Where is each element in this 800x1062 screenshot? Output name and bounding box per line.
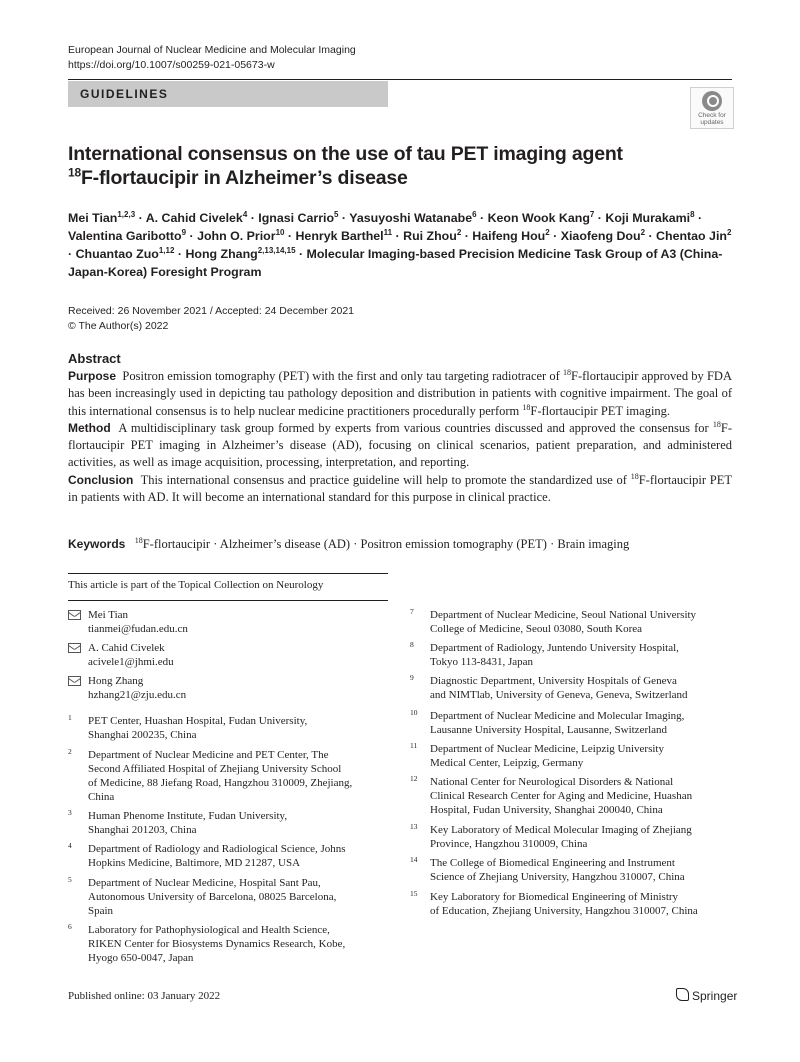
- received-accepted: Received: 26 November 2021 / Accepted: 24 December 2021: [68, 305, 355, 317]
- author-affiliation-ref: 9: [181, 227, 187, 237]
- author-affiliation-ref: 7: [589, 209, 595, 219]
- corr-name: A. Cahid Civelek: [88, 642, 165, 654]
- author-affiliation-ref: 6: [472, 209, 477, 219]
- section-label: GUIDELINES: [80, 87, 169, 101]
- abstract-purpose: Purpose Positron emission tomography (PET) with the first and only tau targeting radiotracer of $^{18}$F-flortaucipir approved by FDA has been increasingly used in depicting tau pathology deposition and distribution in patients with cognitive impairment. The goal of this international consensus is to help nuclear medicine practitioners procedurally perform $^{18}$F-flortaucipir PET imaging.: [68, 367, 732, 418]
- author-name[interactable]: Rui Zhou: [403, 229, 457, 243]
- doi-link[interactable]: https://doi.org/10.1007/s00259-021-05673-w: [68, 59, 275, 71]
- author-affiliation-ref: 2: [640, 227, 646, 237]
- corr-name: Hong Zhang: [88, 675, 144, 687]
- author-name[interactable]: Yasuyoshi Watanabe: [349, 211, 473, 225]
- crossmark-label: Check for updates: [698, 112, 726, 126]
- journal-header: [68, 43, 356, 73]
- author-group: Molecular Imaging-based Precision Medicine Task Group of A3 (China-Japan-Korea) Foresight Program: [68, 247, 723, 279]
- article-title: [68, 142, 708, 190]
- crossmark-icon: [702, 91, 722, 111]
- author-name[interactable]: A. Cahid Civelek: [145, 211, 243, 225]
- section-bar: [68, 81, 388, 107]
- abstract-body: [68, 368, 732, 506]
- header-rule: [68, 79, 732, 80]
- author-name[interactable]: Xiaofeng Dou: [560, 229, 641, 243]
- keywords: Keywords $^{18}$F-flortaucipir · Alzheimer’s disease (AD) · Positron emission tomography (PET) · Brain imaging: [68, 535, 630, 551]
- author-affiliation-ref: 1,2,3: [117, 209, 136, 219]
- author-affiliation-ref: 5: [334, 209, 339, 219]
- author-affiliation-ref: 4: [242, 209, 248, 219]
- author-name[interactable]: Ignasi Carrio: [258, 211, 335, 225]
- journal-name: European Journal of Nuclear Medicine and Molecular Imaging: [68, 44, 356, 56]
- envelope-icon: [68, 610, 81, 620]
- copyright: © The Author(s) 2022: [68, 319, 169, 332]
- footnote-rule-bottom: [68, 600, 388, 601]
- author-affiliation-ref: 2: [726, 227, 732, 237]
- corr-email[interactable]: hzhang21@zju.edu.cn: [88, 689, 187, 701]
- author-list: Mei Tian$^{1,2,3}$ · A. Cahid Civelek$^4$ · Ignasi Carrio$^5$ · Yasuyoshi Watanabe$^6$ · Keon Wook Kang$^7$ · Koji Murakami$^8$ · Valentina Garibotto$^9$ · John O. Prior$^{10}$ · Henryk Barthel$^{11}$ · Rui Zhou$^2$ · Haifeng Hou$^2$ · Xiaofeng Dou$^2$ · Chentao Jin$^2$ · Chuantao Zuo$^{1,12}$ · Hong Zhang$^{2,13,14,15}$ · Molecular Imaging-based Precision Medicine Task Group of A3 (China-Japan-Korea) Foresight Program: [68, 209, 732, 279]
- author-name[interactable]: Hong Zhang: [185, 247, 258, 261]
- author-name[interactable]: Koji Murakami: [605, 211, 691, 225]
- keywords-label: Keywords: [68, 537, 126, 551]
- author-affiliation-ref: 2: [456, 227, 462, 237]
- author-name[interactable]: John O. Prior: [197, 229, 276, 243]
- title-line-2: $^{18}$F-flortaucipir in Alzheimer’s disease: [68, 165, 408, 189]
- author-name[interactable]: Valentina Garibotto: [68, 229, 182, 243]
- corr-email[interactable]: tianmei@fudan.edu.cn: [88, 623, 188, 635]
- published-online: Published online: 03 January 2022: [68, 990, 221, 1002]
- title-line-1: International consensus on the use of tau PET imaging agent: [68, 143, 623, 165]
- author-affiliation-ref: 10: [275, 227, 285, 237]
- keywords-text: F-flortaucipir · Alzheimer’s disease (AD) · Positron emission tomography (PET) · Brain imaging: [142, 537, 630, 551]
- author-affiliation-ref: 1,12: [158, 245, 175, 255]
- footnote-rule-top: [68, 573, 388, 574]
- springer-horse-icon: [676, 988, 689, 1001]
- author-name[interactable]: Chentao Jin: [656, 229, 727, 243]
- abstract-heading: Abstract: [68, 351, 121, 366]
- publisher-logo[interactable]: Springer: [676, 988, 737, 1003]
- abstract-conclusion: Conclusion This international consensus and practice guideline will help to promote the standardized use of $^{18}$F-flortaucipir PET in patients with AD. It will become an international standard for this purpose in clinical practice.: [68, 471, 732, 505]
- author-name[interactable]: Henryk Barthel: [295, 229, 384, 243]
- envelope-icon: [68, 643, 81, 653]
- abstract-method: Method A multidisciplinary task group formed by experts from various countries discussed and approved the consensus for $^{18}$F-flortaucipir PET imaging in Alzheimer’s disease (AD), focusing on clinical scenarios, patient preparation, and administered activities, as well as image acquisition, processing, interpretation, and reporting.: [68, 419, 732, 470]
- envelope-icon: [68, 676, 81, 686]
- author-name[interactable]: Chuantao Zuo: [75, 247, 159, 261]
- author-name[interactable]: Keon Wook Kang: [487, 211, 590, 225]
- article-dates: [68, 304, 354, 333]
- corr-name: Mei Tian: [88, 609, 129, 621]
- author-name[interactable]: Mei Tian: [68, 211, 118, 225]
- corr-email[interactable]: acivele1@jhmi.edu: [88, 656, 174, 668]
- author-affiliation-ref: 8: [690, 209, 695, 219]
- author-affiliation-ref: 2,13,14,15: [257, 245, 296, 255]
- author-name[interactable]: Haifeng Hou: [472, 229, 546, 243]
- check-for-updates-button[interactable]: [690, 87, 734, 129]
- author-affiliation-ref: 2: [545, 227, 550, 237]
- author-affiliation-ref: 11: [383, 227, 393, 237]
- topical-collection-note: This article is part of the Topical Collection on Neurology: [68, 579, 324, 591]
